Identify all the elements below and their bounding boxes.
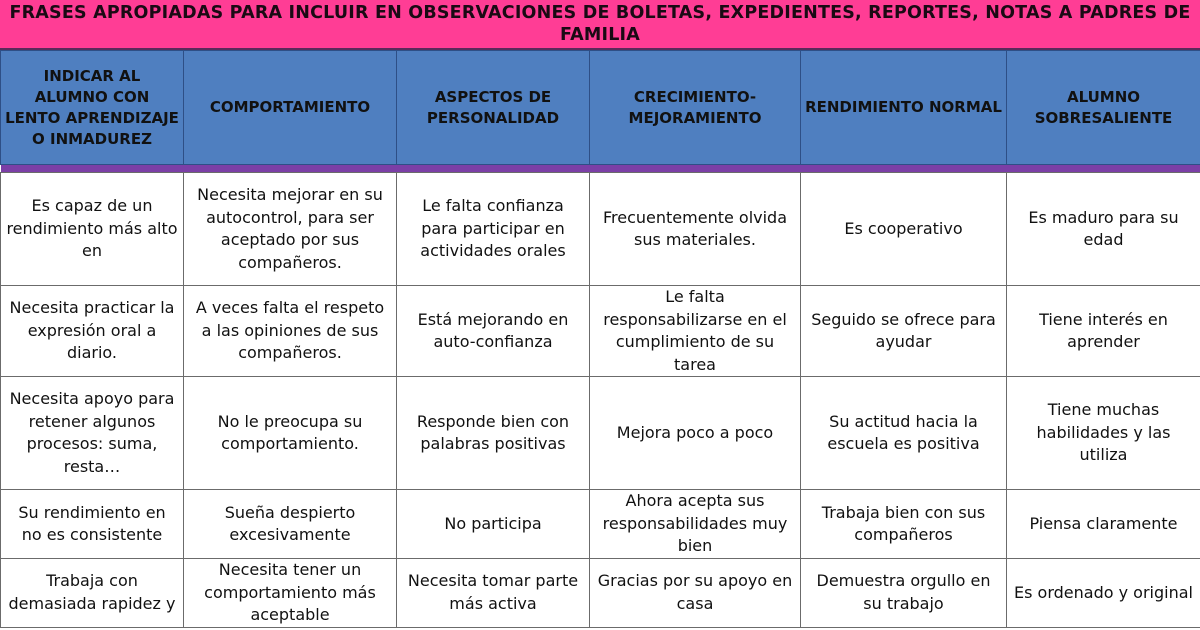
table-cell: Mejora poco a poco	[590, 377, 801, 490]
table-cell: Su rendimiento en no es consistente	[1, 490, 184, 559]
table-row	[1, 286, 1200, 377]
table-cell: Necesita tomar parte más activa	[397, 559, 590, 628]
table-cell: Necesita apoyo para retener algunos procesos: suma, resta…	[1, 377, 184, 490]
table-cell: A veces falta el respeto a las opiniones de sus compañeros.	[184, 286, 397, 377]
table-cell: Le falta confianza para participar en actividades orales	[397, 173, 590, 286]
header-row	[1, 51, 1200, 165]
table-cell: Es maduro para su edad	[1007, 173, 1200, 286]
column-header-lento-aprendizaje: INDICAR AL ALUMNO CON LENTO APRENDIZAJE O INMADUREZ	[1, 51, 184, 165]
table-row	[1, 559, 1200, 628]
table-cell: Piensa claramente	[1007, 490, 1200, 559]
column-header-comportamiento: COMPORTAMIENTO	[184, 51, 397, 165]
column-header-rendimiento-normal: RENDIMIENTO NORMAL	[801, 51, 1007, 165]
table-cell: Le falta responsabilizarse en el cumplimiento de su tarea	[590, 286, 801, 377]
column-header-personalidad: ASPECTOS DE PERSONALIDAD	[397, 51, 590, 165]
table-cell: Es ordenado y original	[1007, 559, 1200, 628]
table-cell: Su actitud hacia la escuela es positiva	[801, 377, 1007, 490]
table-cell: Necesita practicar la expresión oral a diario.	[1, 286, 184, 377]
table-cell: Es capaz de un rendimiento más alto en	[1, 173, 184, 286]
table-cell: Tiene muchas habilidades y las utiliza	[1007, 377, 1200, 490]
table-row	[1, 173, 1200, 286]
table-cell: Ahora acepta sus responsabilidades muy bien	[590, 490, 801, 559]
table-cell: Tiene interés en aprender	[1007, 286, 1200, 377]
header-separator	[1, 165, 1200, 173]
document-title: FRASES APROPIADAS PARA INCLUIR EN OBSERVACIONES DE BOLETAS, EXPEDIENTES, REPORTES, NOTAS A PADRES DE FAMILIA	[0, 0, 1200, 50]
table-cell: Gracias por su apoyo en casa	[590, 559, 801, 628]
table-cell: Frecuentemente olvida sus materiales.	[590, 173, 801, 286]
table-cell: No participa	[397, 490, 590, 559]
table-row	[1, 490, 1200, 559]
table-cell: Necesita mejorar en su autocontrol, para ser aceptado por sus compañeros.	[184, 173, 397, 286]
column-header-sobresaliente: ALUMNO SOBRESALIENTE	[1007, 51, 1200, 165]
table-cell: Responde bien con palabras positivas	[397, 377, 590, 490]
column-header-crecimiento: CRECIMIENTO-MEJORAMIENTO	[590, 51, 801, 165]
table-cell: Sueña despierto excesivamente	[184, 490, 397, 559]
table-cell: Demuestra orgullo en su trabajo	[801, 559, 1007, 628]
table-cell: Está mejorando en auto-confianza	[397, 286, 590, 377]
table-cell: Trabaja bien con sus compañeros	[801, 490, 1007, 559]
separator-bar	[1, 165, 1200, 173]
table-cell: Es cooperativo	[801, 173, 1007, 286]
table-row	[1, 377, 1200, 490]
table-cell: Necesita tener un comportamiento más aceptable	[184, 559, 397, 628]
table-cell: Seguido se ofrece para ayudar	[801, 286, 1007, 377]
table-cell: No le preocupa su comportamiento.	[184, 377, 397, 490]
table-cell: Trabaja con demasiada rapidez y	[1, 559, 184, 628]
phrases-table	[0, 50, 1200, 628]
